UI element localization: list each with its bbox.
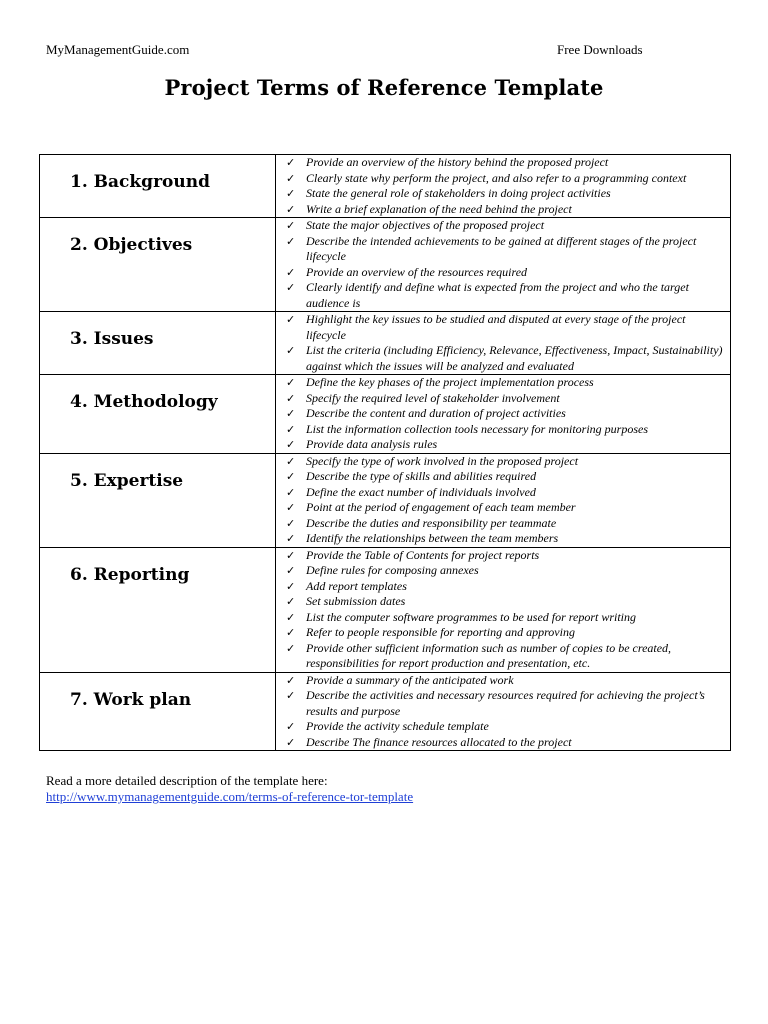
section-items-cell [276,312,731,375]
list-item-text: Define the exact number of individuals involved [306,484,536,499]
checkmark-icon: ✓ [286,579,296,593]
section-items-cell [276,375,731,454]
list-item [276,312,726,343]
list-item-text: Describe the content and duration of project activities [306,406,566,420]
checklist [276,548,730,672]
list-item-text: Point at the period of engagement of each team member [306,500,576,514]
list-item [276,516,726,532]
list-item [276,625,726,641]
list-item [276,218,726,234]
table-row [40,453,731,547]
checkmark-icon: ✓ [286,626,296,639]
checkmark-icon: ✓ [286,313,296,326]
table-row [40,218,731,312]
section-items-cell [276,672,731,751]
list-item-text: Write a brief explanation of the need behind the project [306,201,572,216]
section-cell [40,155,276,218]
list-item [276,485,726,501]
checkmark-icon: ✓ [286,422,296,436]
list-item-text: List the computer software programmes to be used for report writing [306,609,636,624]
list-item-text: Provide an overview of the history behind the proposed project [306,155,609,169]
list-item-text: Refer to people responsible for reporting and approving [306,625,575,639]
list-item [276,406,726,422]
list-item [276,391,726,407]
section-items-cell [276,155,731,218]
list-item-text: Describe The finance resources allocated to the project [306,734,572,749]
list-item [276,735,726,751]
checklist [276,375,730,453]
checkmark-icon: ✓ [286,532,296,545]
list-item [276,202,726,218]
list-item-text: Set submission dates [306,594,406,608]
checkmark-icon: ✓ [286,548,296,562]
list-item-text: Define the key phases of the project implementation process [306,375,594,389]
section-heading: 2. Objectives [70,235,193,255]
section-cell [40,453,276,547]
list-item-text: Provide data analysis rules [306,437,438,451]
table-row [40,155,731,218]
list-item-text: Define rules for composing annexes [306,563,479,577]
list-item [276,469,726,485]
list-item [276,500,726,516]
list-item-text: State the general role of stakeholders in doing project activities [306,186,611,200]
checkmark-icon: ✓ [286,281,296,294]
list-item [276,422,726,438]
section-items-cell [276,547,731,672]
list-item-text: Provide the Table of Contents for project reports [306,547,540,562]
list-item [276,234,726,265]
list-item [276,641,726,672]
section-cell [40,672,276,751]
list-item [276,343,726,374]
checkmark-icon: ✓ [286,265,296,279]
checkmark-icon: ✓ [286,720,296,733]
list-item [276,688,726,719]
list-item-text: Provide a summary of the anticipated work [306,672,514,687]
page-title: Project Terms of Reference Template [164,75,604,100]
checkmark-icon: ✓ [286,234,296,248]
table-row [40,547,731,672]
list-item [276,563,726,579]
checkmark-icon: ✓ [286,219,296,232]
list-item-text: Clearly state why perform the project, and also refer to a programming context [306,170,687,185]
list-item-text: Clearly identify and define what is expected from the project and who the target audience is [306,280,689,310]
list-item [276,265,726,281]
list-item [276,375,726,391]
checkmark-icon: ✓ [286,454,296,468]
checklist [276,673,730,751]
checkmark-icon: ✓ [286,689,296,702]
list-item-text: Specify the required level of stakeholder involvement [306,390,560,405]
list-item-text: Describe the type of skills and abilities required [306,469,537,483]
checkmark-icon: ✓ [286,391,296,405]
list-item-text: Describe the activities and necessary resources required for achieving the project’s results and purpose [306,688,705,718]
checklist [276,454,730,547]
list-item-text: Provide other sufficient information such as number of copies to be created, responsibilities for report production and presentation, etc. [306,640,672,670]
list-item [276,673,726,689]
list-item-text: Specify the type of work involved in the proposed project [306,453,579,468]
free-downloads-label: Free Downloads [557,42,643,57]
checkmark-icon: ✓ [286,516,296,530]
section-heading: 5. Expertise [70,470,184,491]
table-row [40,312,731,375]
list-item [276,280,726,311]
section-items-cell [276,218,731,312]
list-item-text: Highlight the key issues to be studied and disputed at every stage of the project lifecycle [306,312,686,342]
template-link[interactable]: http://www.mymanagementguide.com/terms-of-reference-tor-template [46,789,414,804]
list-item-text: List the criteria (including Efficiency, Relevance, Effectiveness, Impact, Sustainability) against which the issues will be analyzed and evaluated [306,343,723,373]
table-body [40,155,731,751]
list-item [276,610,726,626]
checkmark-icon: ✓ [286,641,296,655]
checkmark-icon: ✓ [286,376,296,389]
section-cell [40,375,276,454]
section-heading: 6. Reporting [70,564,190,585]
checkmark-icon: ✓ [286,156,296,169]
site-name: MyManagementGuide.com [46,42,190,57]
checkmark-icon: ✓ [286,470,296,483]
checkmark-icon: ✓ [286,438,296,451]
section-heading: 3. Issues [70,329,154,349]
list-item-text: State the major objectives of the proposed project [306,218,545,232]
checklist [276,312,730,374]
checkmark-icon: ✓ [286,595,296,608]
list-item [276,454,726,470]
section-items-cell [276,453,731,547]
footer-text: Read a more detailed description of the template here: [46,773,328,788]
checklist [276,155,730,217]
checkmark-icon: ✓ [286,344,296,357]
list-item-text: Provide an overview of the resources required [306,264,528,279]
section-cell [40,218,276,312]
checkmark-icon: ✓ [286,171,296,185]
checkmark-icon: ✓ [286,735,296,749]
section-heading: 4. Methodology [70,392,218,412]
list-item [276,719,726,735]
checkmark-icon: ✓ [286,485,296,499]
list-item-text: Describe the duties and responsibility per teammate [306,515,557,530]
checklist [276,218,730,311]
section-cell [40,312,276,375]
checkmark-icon: ✓ [286,610,296,624]
checkmark-icon: ✓ [286,407,296,420]
list-item [276,548,726,564]
table-row [40,375,731,454]
checkmark-icon: ✓ [286,187,296,200]
terms-of-reference-table [39,154,731,751]
list-item-text: Describe the intended achievements to be gained at different stages of the project lifecycle [306,233,697,263]
section-cell [40,547,276,672]
list-item-text: Identify the relationships between the team members [306,531,559,545]
list-item [276,155,726,171]
section-heading: 7. Work plan [70,689,192,710]
list-item [276,579,726,595]
list-item [276,531,726,547]
checkmark-icon: ✓ [286,673,296,687]
list-item [276,186,726,202]
list-item-text: Provide the activity schedule template [306,719,489,733]
list-item [276,437,726,453]
checkmark-icon: ✓ [286,501,296,514]
list-item-text: List the information collection tools necessary for monitoring purposes [306,421,648,436]
checkmark-icon: ✓ [286,564,296,577]
section-heading: 1. Background [70,172,210,192]
checkmark-icon: ✓ [286,202,296,216]
list-item [276,594,726,610]
list-item-text: Add report templates [306,578,407,593]
list-item [276,171,726,187]
table-row [40,672,731,751]
